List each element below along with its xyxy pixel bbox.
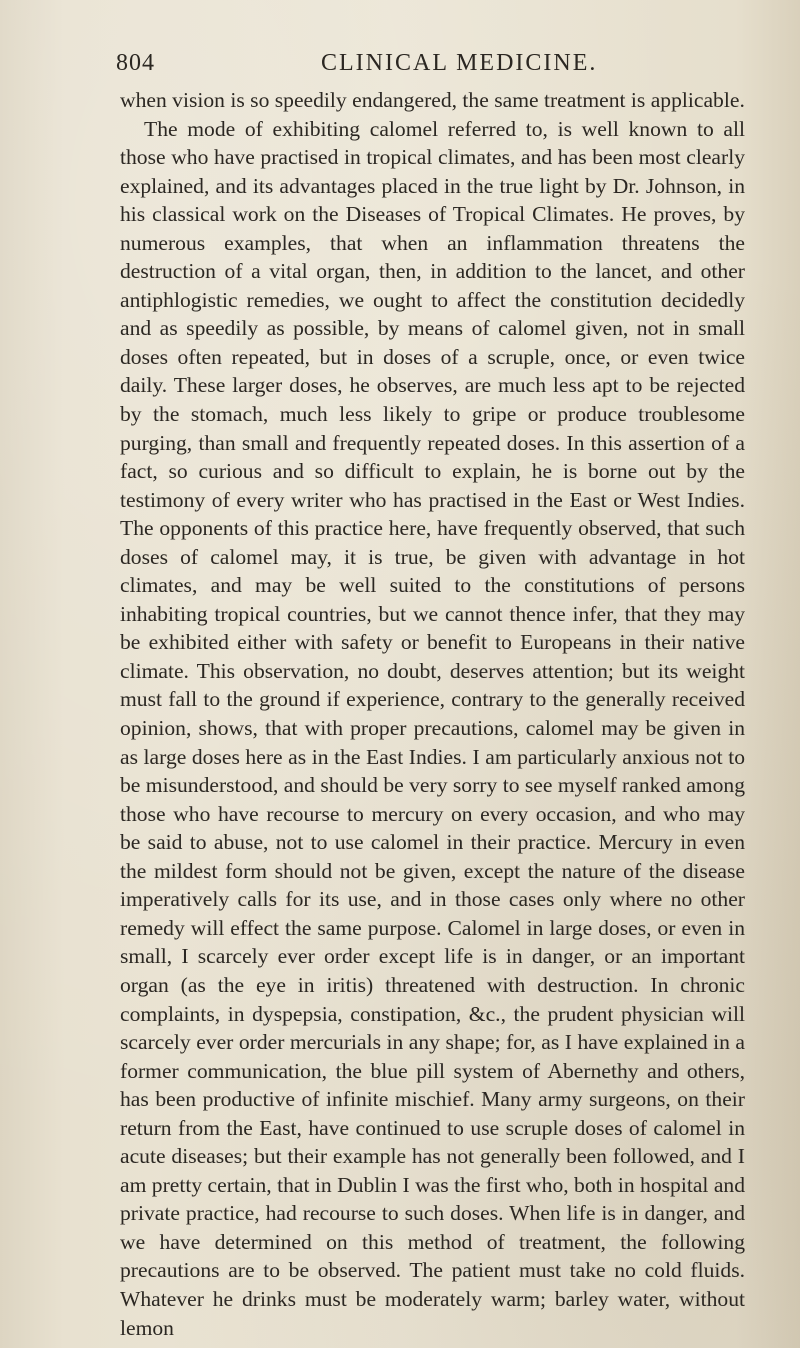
running-head [116,50,742,80]
running-title: CLINICAL MEDICINE. [321,50,598,76]
body-text [120,86,745,1342]
page-number: 804 [116,50,155,76]
paragraph-calomel: The mode of exhibiting calomel referred to, is well known to all those who have practised in tropical climates, and has been most clearly explained, and its advantages placed in the true light by Dr. Johnson, in his classical work on the Diseases of Tropical Climates. He proves, by numerous examples, that when an inflammation threatens the destruction of a vital organ, then, in addition to the lancet, and other antiphlogistic remedies, we ought to affect the constitution decidedly and as speedily as possible, by means of calomel given, not in small doses often repeated, but in doses of a scruple, once, or even twice daily. These larger doses, he observes, are much less apt to be rejected by the stomach, much less likely to gripe or produce troublesome purging, than small and frequently repeated doses. In this assertion of a fact, so curious and so difficult to explain, he is borne out by the testimony of every writer who has practised in the East or West Indies. The opponents of this practice here, have frequently observed, that such doses of calomel may, it is true, be given with advantage in hot climates, and may be well suited to the constitutions of persons inhabiting tropical countries, but we cannot thence infer, that they may be exhibited either with safety or benefit to Europeans in their native climate. This observation, no doubt, deserves attention; but its weight must fall to the ground if experience, contrary to the generally received opinion, shows, that with proper precautions, calomel may be given in as large doses here as in the East Indies. I am particularly anxious not to be misunderstood, and should be very sorry to see myself ranked among those who have recourse to mercury on every occasion, and who may be said to abuse, not to use calomel in their practice. Mercury in even the mildest form should not be given, except the nature of the disease imperatively calls for its use, and in those cases only where no other remedy will effect the same purpose. Calomel in large doses, or even in small, I scarcely ever order except life is in danger, or an important organ (as the eye in iritis) threatened with destruction. In chronic complaints, in dyspepsia, constipation, &c., the prudent physician will scarcely ever order mercurials in any shape; for, as I have explained in a former communication, the blue pill system of Abernethy and others, has been productive of infinite mischief. Many army surgeons, on their return from the East, have continued to use scruple doses of calomel in acute diseases; but their example has not generally been followed, and I am pretty certain, that in Dublin I was the first who, both in hospital and private practice, had recourse to such doses. When life is in danger, and we have determined on this method of treatment, the following precautions are to be observed. The patient must take no cold fluids. Whatever he drinks must be moderately warm; barley water, without lemon [120,116,745,1340]
paragraph-continued: when vision is so speedily endangered, the same treatment is applicable. [120,88,745,112]
